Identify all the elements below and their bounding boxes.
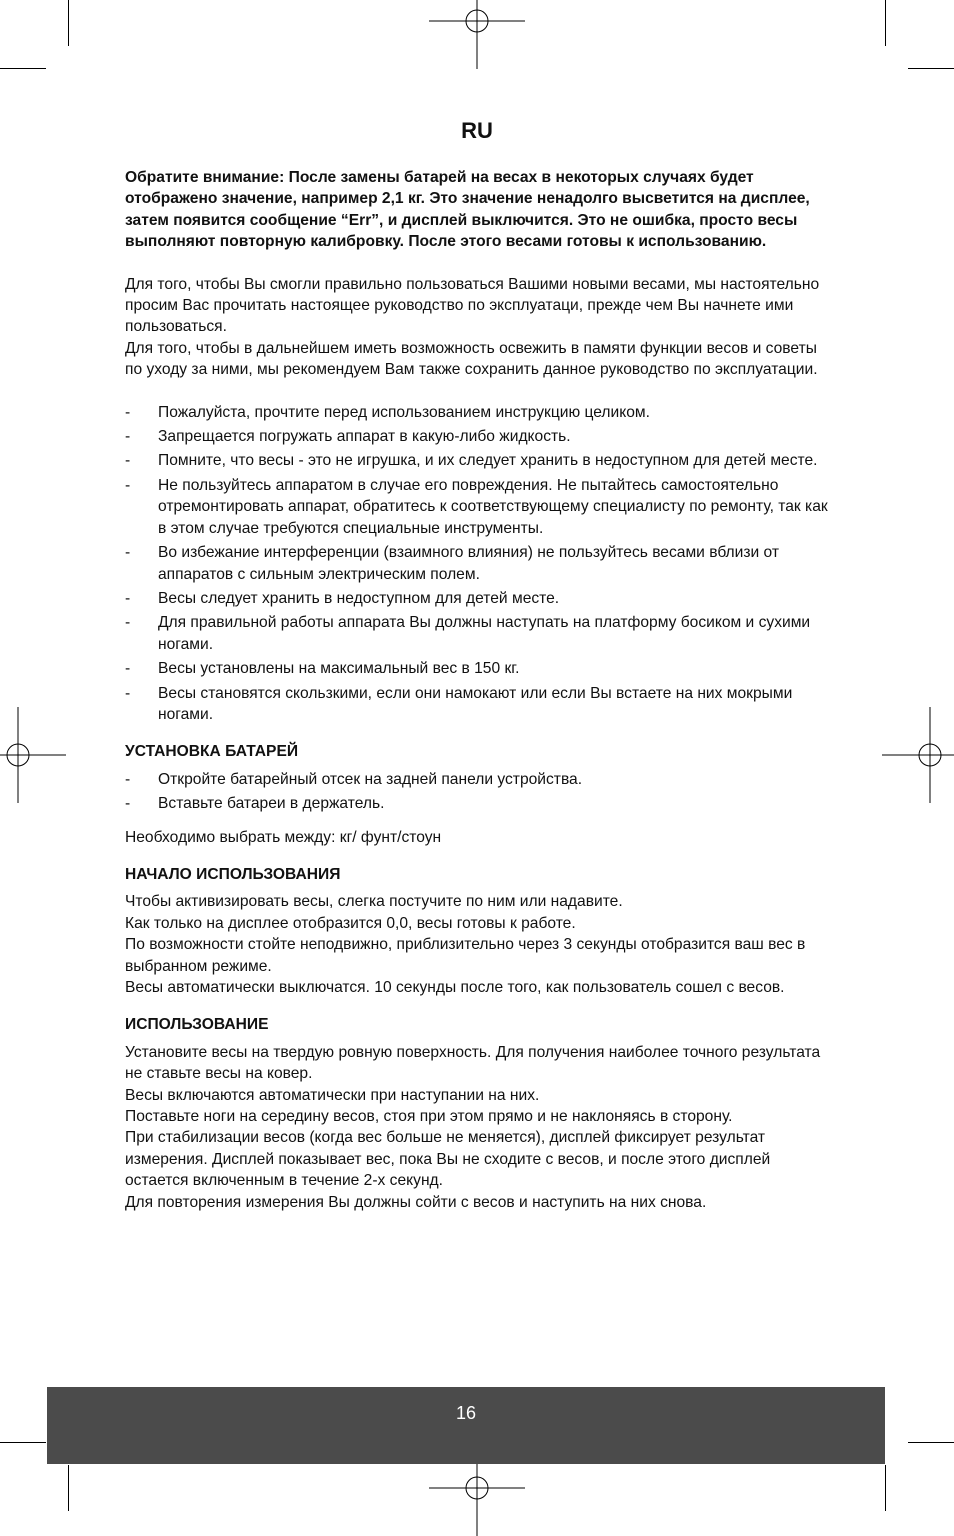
safety-item-text: Не пользуйтесь аппаратом в случае его повреждения. Не пытайтесь самостоятельно отремонтировать аппарат, обратитесь к соответствующему специалисту по ремонту, так как в этом случае требуются специальные инструменты. [158,476,828,537]
battery-step-text: Откройте батарейный отсек на задней панели устройства. [158,770,583,788]
battery-step [125,769,835,790]
safety-item [125,658,835,679]
start-line: Как только на дисплее отобразится 0,0, весы готовы к работе. [125,914,576,932]
intro-paragraph: Для того, чтобы Вы смогли правильно пользоваться Вашими новыми весами, мы настоятельно просим Вас прочитать настоящее руководство по эксплуатаци, прежде чем Вы начнете ими пользоваться. [125,275,820,336]
registration-mark-right [882,707,954,803]
safety-item-text: Весы становятся скользкими, если они намокают или если Вы встаете на них мокрыми ногами. [158,684,793,723]
page-number: 16 [455,1403,477,1423]
unit-choice-text: Необходимо выбрать между: кг/ фунт/стоун [125,828,442,846]
crop-mark-bottom-right-horizontal [908,1442,954,1443]
crop-mark-bottom-right-vertical [885,1465,886,1511]
dash-bullet: - [125,544,131,562]
crop-mark-top-right-horizontal [908,68,954,69]
battery-notice: Обратите внимание: После замены батарей на весах в некоторых случаях будет отображено значение, например 2,1 кг. Это значение ненадолго высветится на дисплее, затем появится сообщение “Err”, и дисплей выключится. Это не ошибка, просто весы выполняют повторную калибровку. После этого весами готовы к использованию. [125,169,810,251]
usage-heading: ИСПОЛЬЗОВАНИЕ [125,1016,269,1034]
dash-bullet: - [125,770,131,788]
start-line: Весы автоматически выключатся. 10 секунды после того, как пользователь сошел с весов. [125,979,785,996]
registration-mark-top [429,0,525,69]
language-heading: RU [461,118,493,143]
dash-bullet: - [125,476,131,494]
safety-item [125,542,835,585]
safety-item-text: Помните, что весы - это не игрушка, и их следует хранить в недоступном для детей месте. [158,452,818,470]
dash-bullet: - [125,795,131,813]
usage-line: Весы включаются автоматически при наступании на них. [125,1086,540,1104]
crop-mark-top-right-vertical [885,0,886,46]
intro-section [125,274,835,381]
dash-bullet: - [125,452,131,470]
crop-mark-bottom-left-vertical [68,1465,69,1511]
dash-bullet: - [125,589,131,607]
safety-item-text: Весы следует хранить в недоступном для детей месте. [158,589,560,607]
safety-item-text: Для правильной работы аппарата Вы должны наступать на платформу босиком и сухими ногами. [158,614,811,653]
safety-item [125,402,835,423]
start-heading: НАЧАЛО ИСПОЛЬЗОВАНИЯ [125,865,341,883]
crop-mark-bottom-left-horizontal [0,1442,46,1443]
manual-content [125,167,835,1213]
safety-item [125,588,835,609]
battery-steps [125,769,835,815]
safety-item [125,612,835,655]
dash-bullet: - [125,660,131,678]
safety-item-text: Весы установлены на максимальный вес в 150 кг. [158,660,520,678]
safety-item-text: Во избежание интерференции (взаимного влияния) не пользуйтесь весами вблизи от аппаратов с сильным электрическим полем. [158,544,780,583]
safety-item [125,450,835,471]
safety-item-text: Пожалуйста, прочтите перед использованием инструкцию целиком. [158,403,650,421]
dash-bullet: - [125,403,131,421]
battery-step-text: Вставьте батареи в держатель. [158,795,385,813]
crop-mark-top-left-horizontal [0,68,46,69]
page-footer [47,1387,885,1464]
registration-mark-left [0,707,66,803]
safety-item [125,683,835,726]
crop-mark-top-left-vertical [68,0,69,46]
intro-paragraph: Для того, чтобы в дальнейшем иметь возможность освежить в памяти функции весов и советы по уходу за ними, мы рекомендуем Вам также сохранить данное руководство по эксплуатации. [125,339,818,379]
usage-line: При стабилизации весов (когда вес больше не меняется), дисплей фиксирует результат измерения. Дисплей показывает вес, пока Вы не сходите с весов, и после этого дисплей остается включенным в течение 2-х секунд. [125,1129,771,1190]
safety-item-text: Запрещается погружать аппарат в какую-либо жидкость. [158,428,571,446]
battery-step [125,793,835,814]
safety-item [125,475,835,539]
dash-bullet: - [125,684,131,702]
usage-line: Для повторения измерения Вы должны сойти с весов и наступить на них снова. [125,1193,707,1211]
usage-line: Установите весы на твердую ровную поверхность. Для получения наиболее точного результата не ставьте весы на ковер. [125,1043,821,1083]
start-line: По возможности стойте неподвижно, приблизительно через 3 секунды отобразится ваш вес в выбранном режиме. [125,936,806,975]
dash-bullet: - [125,428,131,446]
safety-list [125,402,835,726]
start-line: Чтобы активизировать весы, слегка постучите по ним или надавите. [125,893,623,911]
usage-line: Поставьте ноги на середину весов, стоя при этом прямо и не наклоняясь в сторону. [125,1108,733,1126]
battery-heading: УСТАНОВКА БАТАРЕЙ [125,743,299,761]
safety-item [125,426,835,447]
dash-bullet: - [125,614,131,632]
